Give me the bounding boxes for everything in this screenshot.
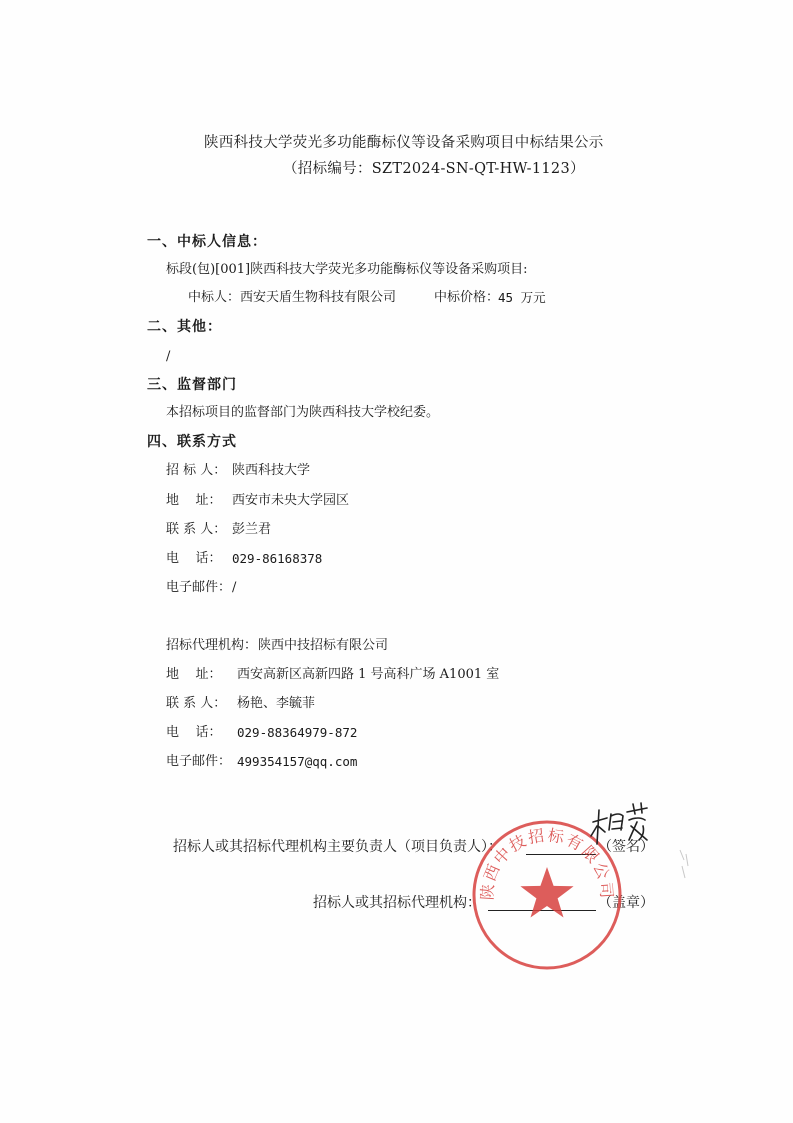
purchaser-address-value: 西安市未央大学园区 [232,493,350,508]
agency-email-label: 电子邮件： [166,754,232,769]
section-1-heading: 一、中标人信息： [147,234,267,250]
agency-address-label: 地 址： [166,667,222,682]
document-title: 陕西科技大学荧光多功能酶标仪等设备采购项目中标结果公示 [204,135,604,151]
seal-prefix: 招标人或其招标代理机构： [313,895,481,911]
section-3-heading: 三、监督部门 [147,377,237,393]
purchaser-email-label: 电子邮件： [166,580,232,595]
purchaser-email-value: / [232,580,237,595]
purchaser-name-value: 陕西科技大学 [232,463,311,478]
tender-code: （招标编号：SZT2024-SN-QT-HW-1123） [283,161,585,177]
section-4-heading: 四、联系方式 [147,434,237,450]
agency-name-value: 陕西中技招标有限公司 [258,638,389,653]
agency-contact-value: 杨艳、李毓菲 [237,696,316,711]
agency-name-label: 招标代理机构： [166,638,258,653]
signature-suffix: （签名） [598,839,654,855]
agency-phone-value: 029-88364979-872 [237,725,358,740]
agency-email-value: 499354157@qq.com [237,754,358,769]
purchaser-contact-value: 彭兰君 [232,522,272,537]
margin-mark [676,846,694,882]
price-label: 中标价格： [434,290,500,305]
section-2-heading: 二、其他： [147,319,222,335]
price-value: 45 万元 [498,290,546,305]
agency-address-value: 西安高新区高新四路 1 号高科广场 A1001 室 [237,667,500,682]
winner-value: 西安天盾生物科技有限公司 [240,290,397,305]
winner-label: 中标人： [188,290,241,305]
purchaser-address-label: 地 址： [166,493,222,508]
section-3-content: 本招标项目的监督部门为陕西科技大学校纪委。 [166,405,440,420]
purchaser-contact-label: 联 系 人： [166,522,227,537]
seal-arc-text: 陕西中技招标有限公司 [477,825,617,901]
purchaser-phone-value: 029-86168378 [232,551,323,566]
agency-phone-label: 电 话： [166,725,222,740]
seal-suffix: （盖章） [598,895,654,911]
purchaser-name-label: 招 标 人： [166,463,227,478]
lot-line: 标段(包)[001]陕西科技大学荧光多功能酶标仪等设备采购项目: [166,262,528,277]
seal-star [520,867,573,918]
handwritten-signature [585,800,655,848]
purchaser-phone-label: 电 话： [166,551,222,566]
section-2-content: / [166,349,171,364]
signature-prefix: 招标人或其招标代理机构主要负责人（项目负责人）： [173,839,502,855]
agency-contact-label: 联 系 人： [166,696,227,711]
